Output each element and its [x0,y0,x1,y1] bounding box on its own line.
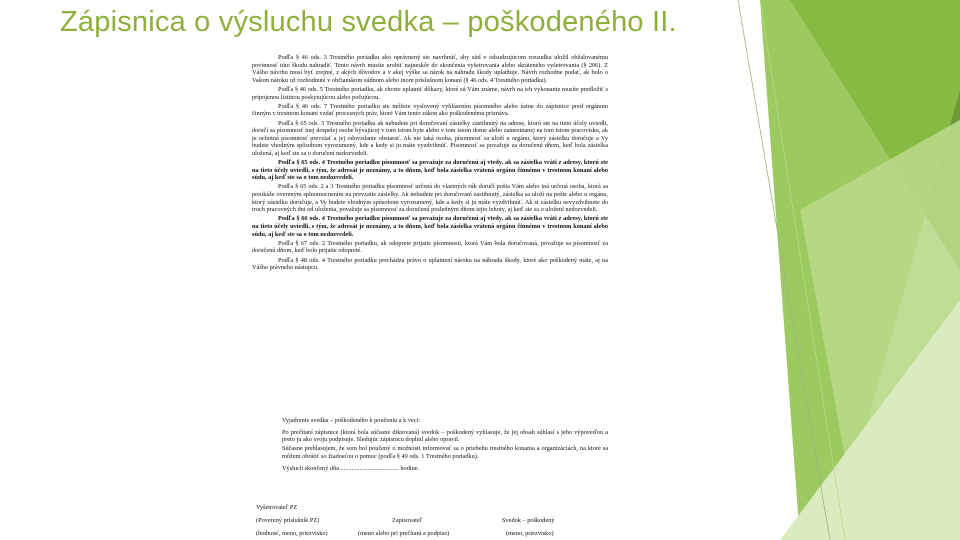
doc-paragraph: Podľa § 67 ods. 2 Trestného poriadku, ak odoprete prijatie písomnosti, ktorá Vám bola doručovaná, považuje sa písomnosť za doručenú dňom, keď bolo prijatie odopreté. [252,239,608,255]
statement-section [282,417,608,474]
doc-paragraph: Podľa § 65 ods. 4 Trestného poriadku písomnosť sa považuje za doručenú aj vtedy, ak sa zásielka vráti z adresy, ktorú ste na tieto účely uviedli, s tým, že adresát je neznámy, a to dňom, keď bola zásielka vrátená orgánu činnému v trestnom konaní alebo súdu, aj keď ste sa o tom nedozvedeli. [252,159,608,182]
scanned-document [252,54,608,540]
signature-investigator: Vyšetrovateľ PZ [256,504,298,511]
end-line: Výsluch skončený dňa ..................................... hodine. [282,464,420,472]
doc-paragraph: Podľa § 65 ods. 2 a 3 Trestného poriadku písomnosť určená do vlastných rúk doručí pošta Vám alebo iná určená osoba, ktorá sa preukáže overeným splnomocnením na prevzatie zásielky. Ak nebudete pri doručovaní zastihnutý, zásielka sa uloží na pošte alebo u orgánu, ktorý zásielku doručuje, a Vy budete vhodným spôsobom vyrozumený, kde a kedy si ju máte vyzdvihnúť. Ak si zásielku nevyzdvihnete do troch pracovných dní od uloženia, považuje sa písomnosť za doručenú posledným dňom tejto lehoty, aj keď ste sa o uložení nedozvedeli. [252,183,608,214]
signature-investigator-detail: (Poverený príslušník PZ) [256,517,320,524]
signature-recorder: Zapisovateľ [392,517,423,524]
statement-paragraph: Po prečítaní zápisnice (ktorá bola súčasne diktovaná) svedok – poškodený vyhlasuje, že jej obsah súhlasí s jeho výpoveďou a preto ju ako svoju podpisuje. Sledujúc zápisnicu doplnil alebo opravil. [282,428,608,444]
doc-paragraph: Podľa § 48 ods. 4 Trestného poriadku prechádza právo o uplatnení nároku na náhradu škody, ktoré ako poškodený máte, aj na Vášho právneho nástupcu. [252,256,608,272]
doc-paragraph: Podľa § 46 ods. 3 Trestného poriadku ako oprávnený ste navrhnúť, aby súd v odsudzujúcom rozsudku uložil obžalovanému povinnosť túto škodu nahradiť. Tento návrh musíte urobiť najneskôr do skončenia vyšetrovania alebo skráteného vyšetrovania (§ 206). Z Vášho návrhu musí byť zrejmé, z akých dôvodov a v akej výške sa nárok na náhradu škody uplatňuje. Návrh rozhodne podať, ak bolo o Vašom nároku už rozhodnuté v občianskom súdnom alebo inom príslušnom konaní (§ 46 ods. 4 Trestného poriadku). [252,54,608,84]
doc-paragraph: Podľa § 46 ods. 7 Trestného poriadku ste môžete vyslovený vyhlásením písomného alebo ústne do zápisnice pred orgánom činným v trestnom konaní vzdať procesných práv, ktoré Vám tento zákon ako poškodenému priznáva. [252,102,608,118]
doc-paragraph: Podľa § 66 ods. 4 Trestného poriadku písomnosť sa považuje za doručenú aj vtedy, ak sa zásielka vráti z adresy, ktorú ste na tieto účely uviedli, s tým, že adresát je neznámy, a to dňom, keď bola zásielka vrátená orgánu činnému v trestnom konaní alebo súdu, aj keď ste sa o tom nedozvedeli. [252,215,608,238]
signature-investigator-hint: (hodnosť, meno, priezvisko) [256,530,328,537]
signature-witness-hint: (meno, priezvisko) [506,530,554,537]
slide-title: Zápisnica o výsluchu svedka – poškodeného II. [60,6,677,38]
statement-paragraph: Súčasne prehlasujem, že som bol poučený o možnosti informovať sa o priebehu trestného konania a organizáciách, na ktoré sa môžem obrátiť so žiadosťou o pomoc (podľa § 49 ods. 1 Trestného poriadku). [282,445,608,460]
signature-recorder-hint: (meno alebo pri prečítaní a podpise) [358,530,450,537]
doc-paragraph: Podľa § 46 ods. 5 Trestného poriadku, ak chcete uplatniť dôkazy, ktoré sú Vám známe, návrh na ich vykonanie musíte predložiť s pripojenou listinou poskytujúcou alebo počujúcou. [252,85,608,101]
statement-heading: Vyjadrenie svedka – poškodeného k poučeniu a k veci: [282,417,421,424]
doc-paragraph: Podľa § 65 ods. 3 Trestného poriadku ak nebudete pri doručovaní zásielky zastihnutý na adrese, ktorú ste na tieto účely uviedli, doručí sa písomnosť inej dospelej osobe bývajúcej v tom istom byte alebo v tom istom dome alebo zamestnanej na tom istom pracovisku, ak je ochotná písomnosť prevziať a jej odovzdanie obstarať. Ak nie taká osoba, písomnosť sa uloží u orgánu, ktorý zásielku doručuje a Vy budete vhodným spôsobom vyrozumený, kde a kedy si ju máte vyzdvihnúť. Písomnosť sa považuje za doručenú dňom, keď bola zásielka uložená, aj keď ste sa o doručení nedozvedeli. [252,119,608,157]
signature-witness: Svedok – poškodený [502,517,555,524]
